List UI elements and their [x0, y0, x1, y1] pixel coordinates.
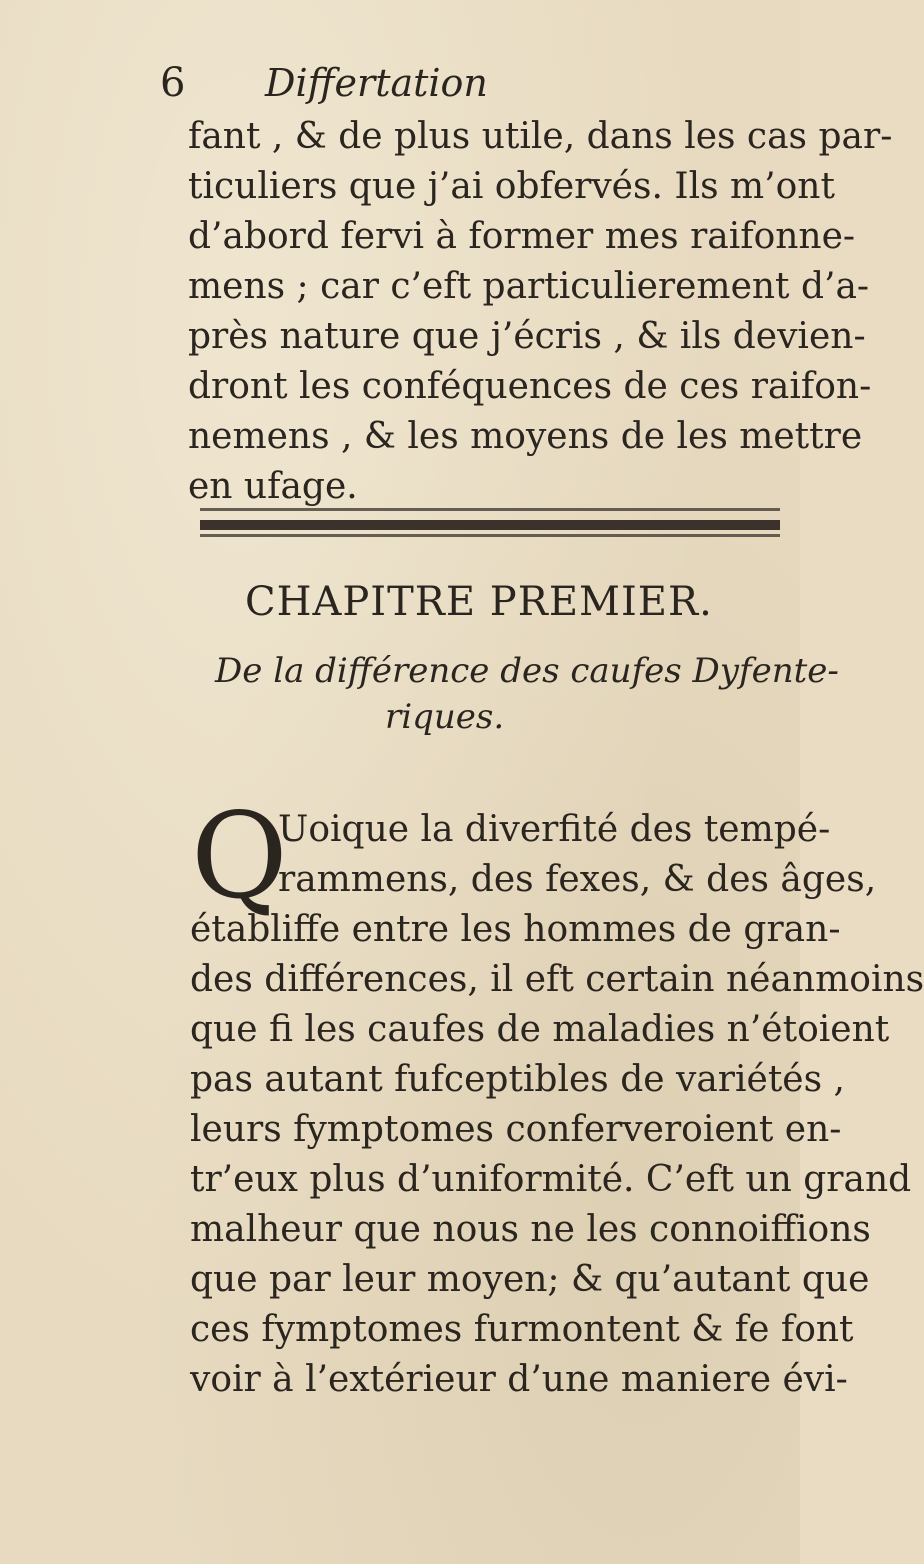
chapter-rule-thick	[200, 520, 780, 530]
text-line: d’abord fervi à former mes raifonne-	[188, 216, 856, 257]
paragraph-line: voir à l’extérieur d’une maniere évi-	[190, 1359, 848, 1400]
chapter-rule-bottom	[200, 534, 780, 537]
paragraph-line: rammens, des fexes, & des âges,	[278, 859, 877, 900]
paragraph-line: malheur que nous ne les connoiffions	[190, 1209, 871, 1250]
page-number: 6	[160, 60, 186, 106]
paragraph-line: ces fymptomes furmontent & fe font	[190, 1309, 854, 1350]
text-line: nemens , & les moyens de les mettre	[188, 416, 863, 457]
paragraph-line: que par leur moyen; & qu’autant que	[190, 1259, 870, 1300]
drop-cap: Q	[191, 787, 288, 925]
paragraph-line: établiffe entre les hommes de gran-	[190, 909, 841, 950]
text-line: mens ; car c’eft particulierement d’a-	[188, 266, 870, 307]
chapter-paragraph	[190, 787, 924, 1405]
subtitle-line: riques.	[385, 697, 505, 737]
paragraph-line: que fi les caufes de maladies n’étoient	[190, 1009, 890, 1050]
paragraph-line: leurs fymptomes conferveroient en-	[190, 1109, 842, 1150]
subtitle-line: De la différence des caufes Dyfente-	[215, 651, 839, 691]
paragraph-line: tr’eux plus d’uniformité. C’eft un grand	[190, 1159, 912, 1200]
text-line: dront les conféquences de ces raifon-	[188, 366, 872, 407]
running-head: Differtation	[265, 61, 488, 105]
text-line: ticuliers que j’ai obfervés. Ils m’ont	[188, 166, 835, 207]
paragraph-line: pas autant fufceptibles de variétés ,	[190, 1059, 845, 1100]
chapter-title: CHAPITRE PREMIER.	[245, 579, 713, 625]
paragraph-line: Uoique la diverfité des tempé-	[278, 809, 831, 850]
page-header	[160, 58, 780, 108]
paragraph-line: des différences, il eft certain néanmoins	[190, 959, 924, 1000]
text-line: fant , & de plus utile, dans les cas par-	[188, 116, 893, 157]
chapter-subtitle	[215, 648, 839, 740]
text-line: près nature que j’écris , & ils devien-	[188, 316, 866, 357]
chapter-rule-top	[200, 508, 780, 511]
text-line: en ufage.	[188, 466, 358, 507]
intro-text-block	[188, 112, 893, 512]
